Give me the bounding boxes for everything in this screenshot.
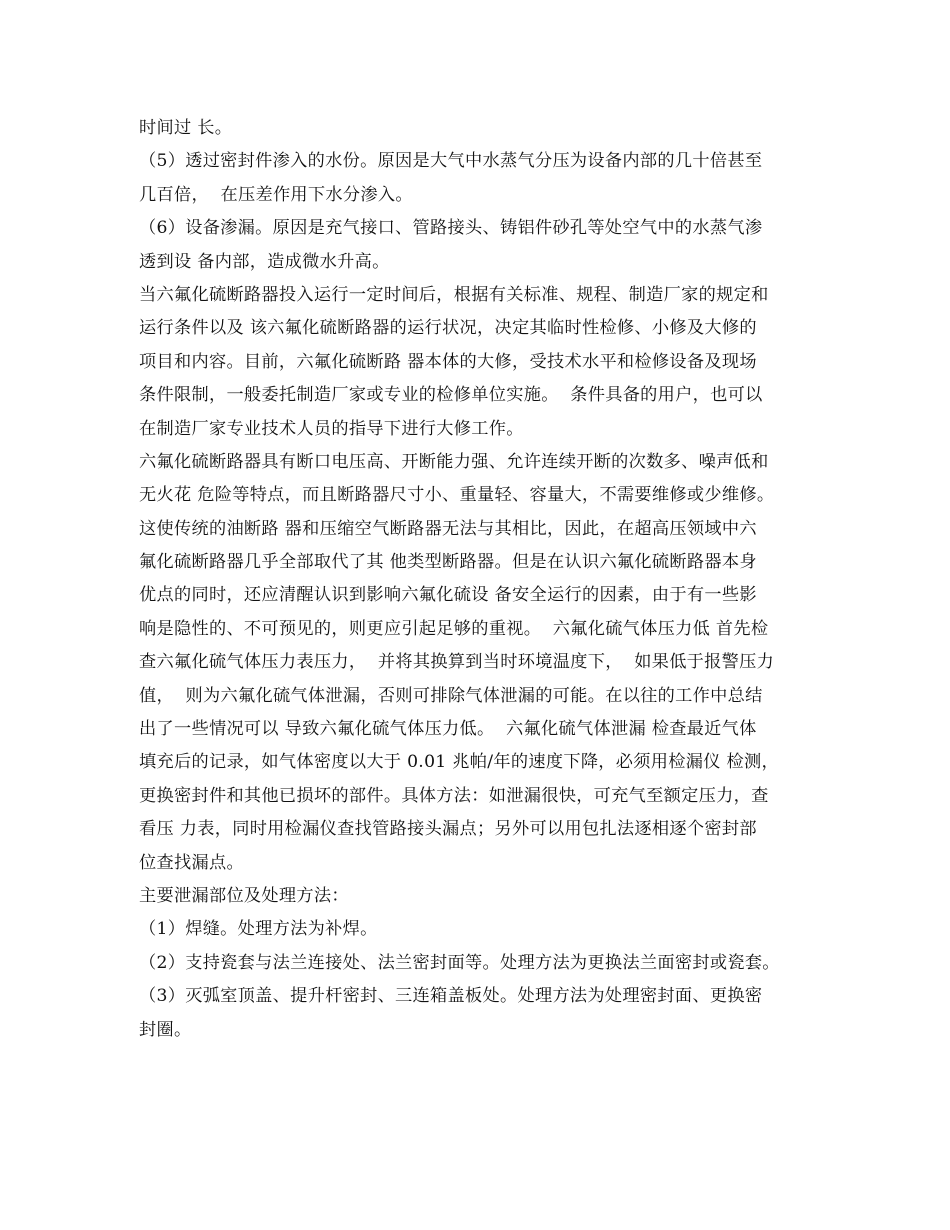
text-line: （3）灭弧室顶盖、提升杆密封、三连箱盖板处。处理方法为处理密封面、更换密 <box>139 986 763 1007</box>
text-line: （2）支持瓷套与法兰连接处、法兰密封面等。处理方法为更换法兰面密封或瓷套。 <box>139 952 780 973</box>
text-line: 填充后的记录，如气体密度以大于 0.01 兆帕/年的速度下降，必须用检漏仪 检测， <box>139 752 779 773</box>
text-line: 出了一些情况可以 导致六氟化硫气体压力低。 六氟化硫气体泄漏 检查最近气体 <box>139 719 757 740</box>
text-line: 位查找漏点。 <box>139 852 244 873</box>
text-line: 在制造厂家专业技术人员的指导下进行大修工作。 <box>139 418 524 439</box>
text-line: 透到设 备内部，造成微水升高。 <box>139 251 390 272</box>
text-line: 值， 则为六氟化硫气体泄漏，否则可排除气体泄漏的可能。在以往的工作中总结 <box>139 685 763 706</box>
text-line: 查六氟化硫气体压力表压力， 并将其换算到当时环境温度下， 如果低于报警压力 <box>139 652 775 673</box>
text-line: 响是隐性的、不可预见的，则更应引起足够的重视。 六氟化硫气体压力低 首先检 <box>139 618 769 639</box>
text-line: （1）焊缝。处理方法为补焊。 <box>139 919 378 940</box>
text-line: 条件限制，一般委托制造厂家或专业的检修单位实施。 条件具备的用户，也可以 <box>139 385 763 406</box>
text-line: （5）透过密封件渗入的水份。原因是大气中水蒸气分压为设备内部的几十倍甚至 <box>139 151 763 172</box>
text-line: 运行条件以及 该六氟化硫断路器的运行状况，决定其临时性检修、小修及大修的 <box>139 318 757 339</box>
text-line: 更换密封件和其他已损坏的部件。具体方法：如泄漏很快，可充气至额定压力，查 <box>139 785 769 806</box>
text-line: 看压 力表，同时用检漏仪查找管路接头漏点；另外可以用包扎法逐相逐个密封部 <box>139 819 757 840</box>
text-line: 这使传统的油断路 器和压缩空气断路器无法与其相比，因此，在超高压领域中六 <box>139 518 757 539</box>
text-line: 优点的同时，还应清醒认识到影响六氟化硫设 备安全运行的因素，由于有一些影 <box>139 585 757 606</box>
text-line: 几百倍， 在压差作用下水分渗入。 <box>139 184 413 205</box>
text-line: 时间过 长。 <box>139 118 233 138</box>
document-body <box>139 112 839 1047</box>
text-line: 无火花 危险等特点，而且断路器尺寸小、重量轻、容量大，不需要维修或少维修。 <box>139 485 775 506</box>
text-line: 封圈。 <box>139 1019 192 1040</box>
text-line: 氟化硫断路器几乎全部取代了其 他类型断路器。但是在认识六氟化硫断路器本身 <box>139 552 757 573</box>
text-line: 主要泄漏部位及处理方法： <box>139 885 349 906</box>
text-line: 项目和内容。目前，六氟化硫断路 器本体的大修，受技术水平和检修设备及现场 <box>139 351 757 372</box>
text-line: （6）设备渗漏。原因是充气接口、管路接头、铸铝件砂孔等处空气中的水蒸气渗 <box>139 218 763 239</box>
text-line: 六氟化硫断路器具有断口电压高、开断能力强、允许连续开断的次数多、噪声低和 <box>139 451 769 472</box>
text-line: 当六氟化硫断路器投入运行一定时间后，根据有关标准、规程、制造厂家的规定和 <box>139 284 769 305</box>
